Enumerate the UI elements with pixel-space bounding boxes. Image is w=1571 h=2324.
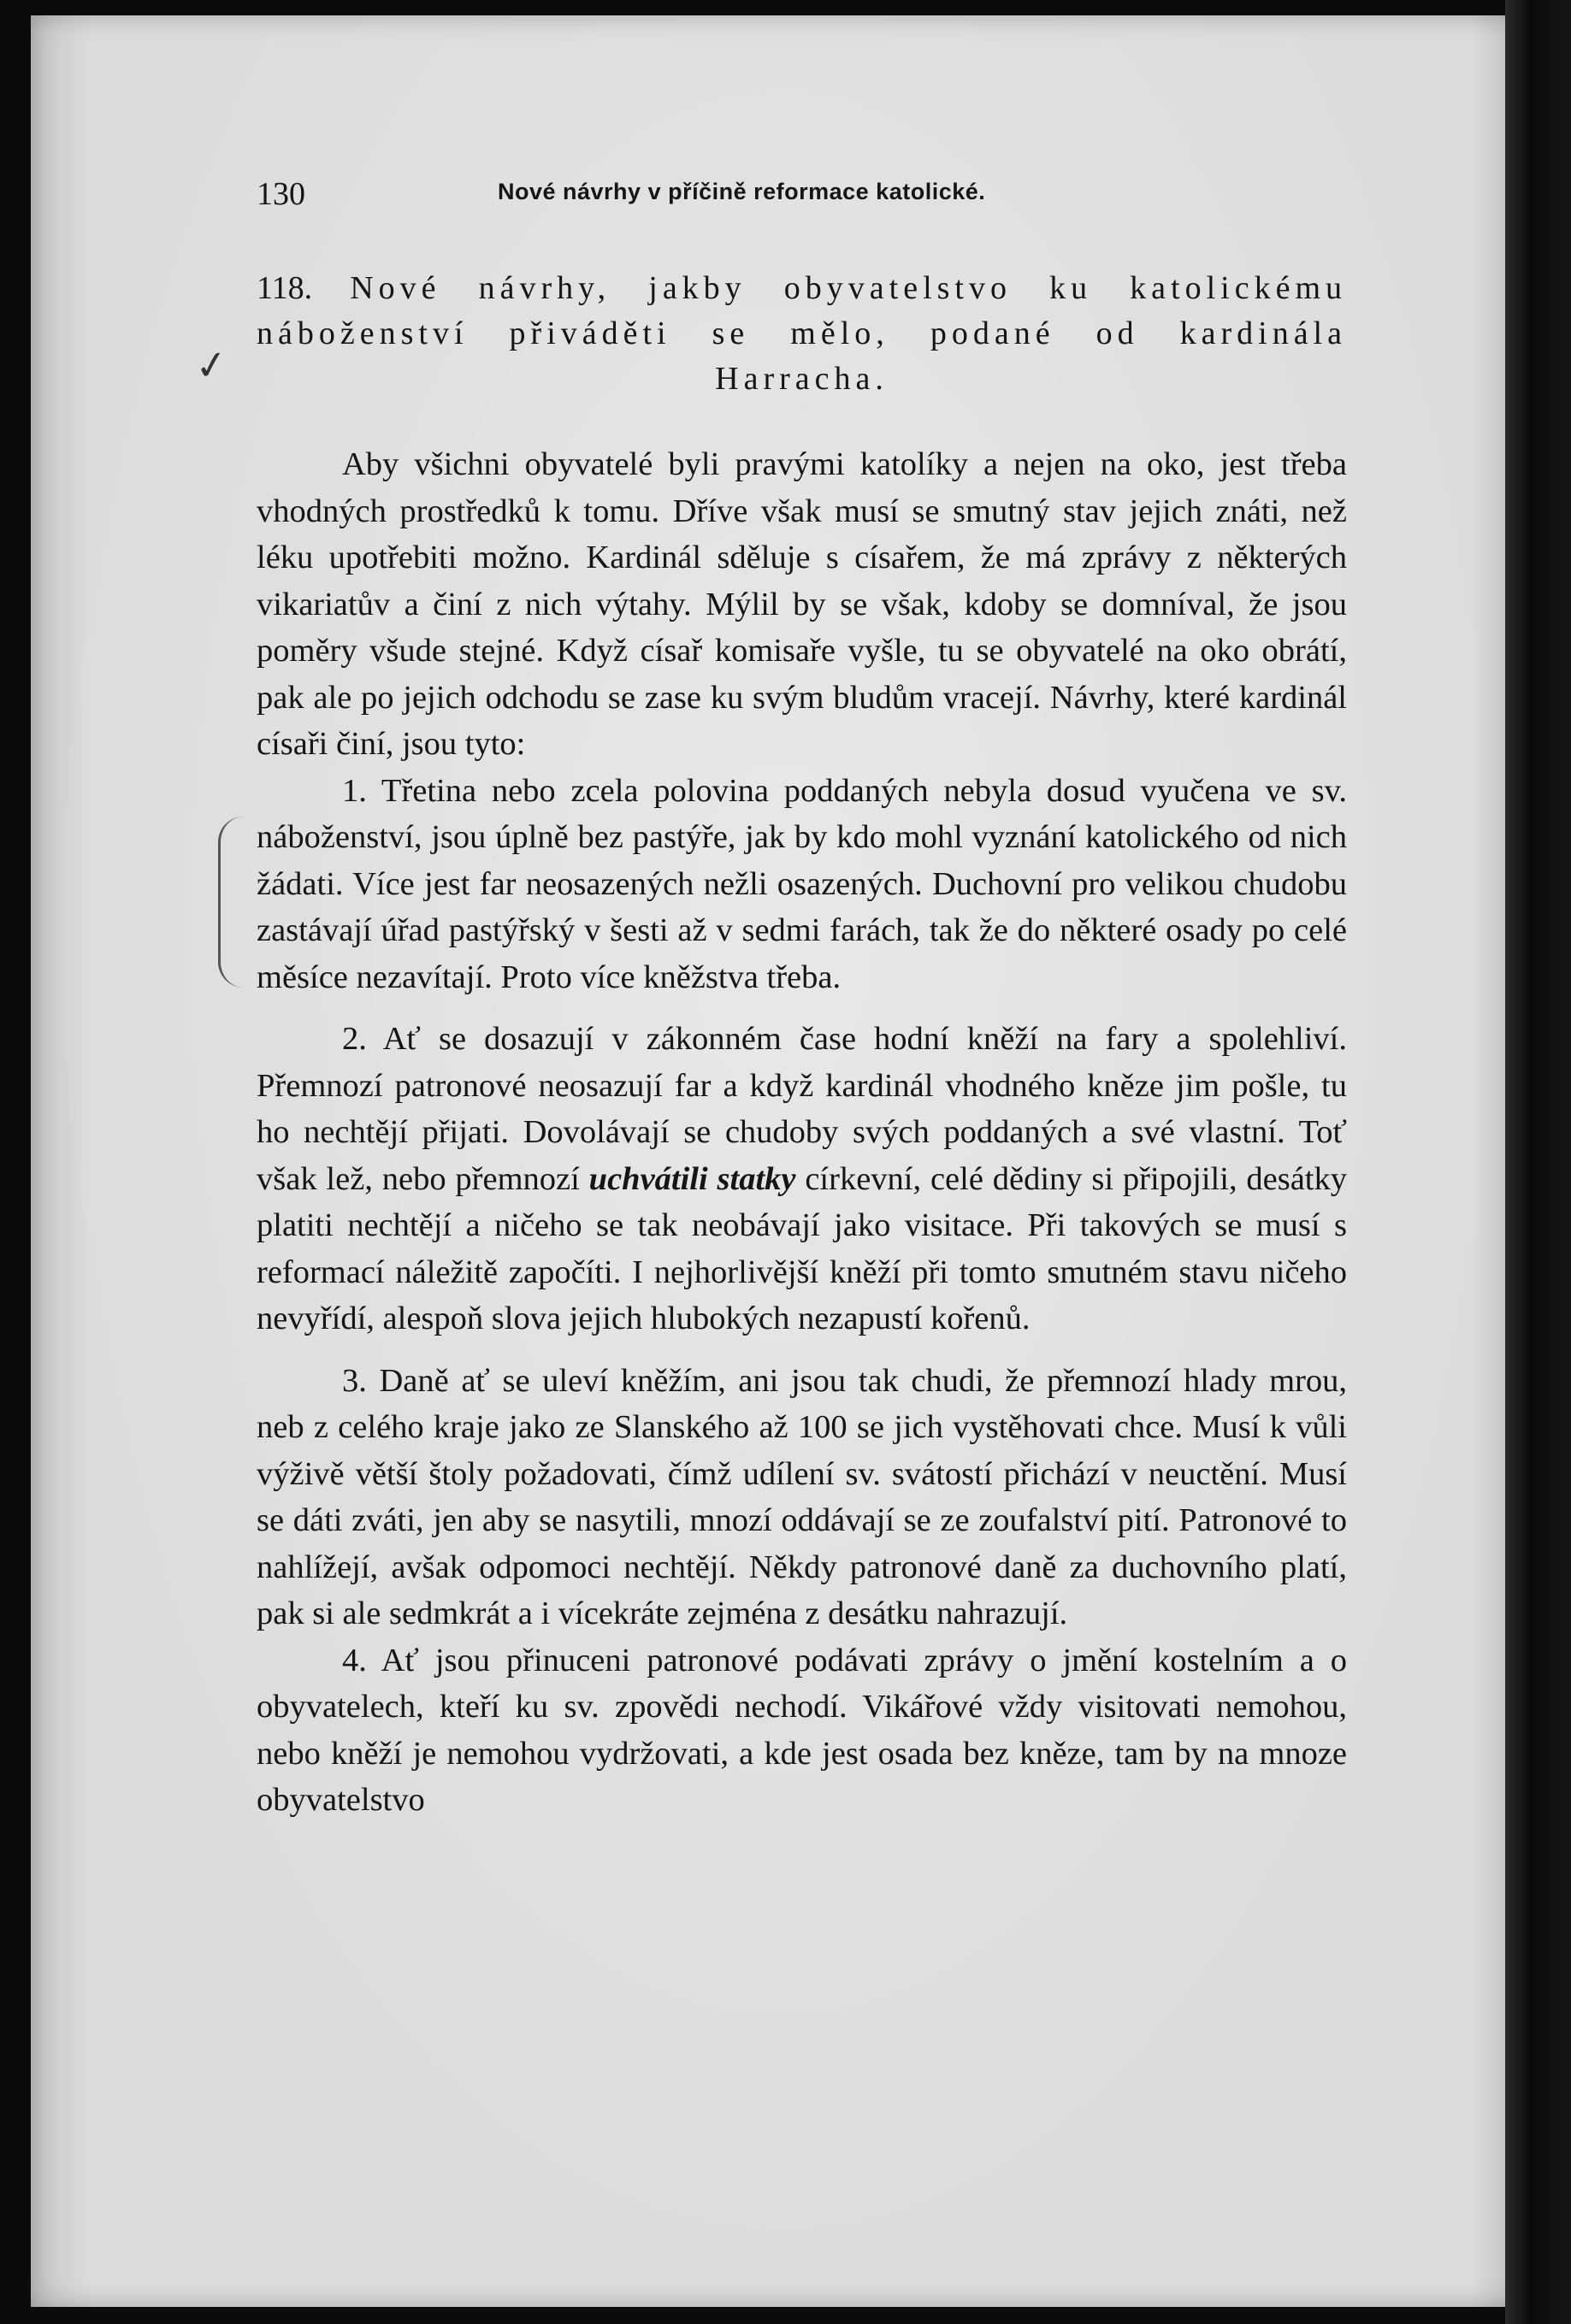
section-title: Nové návrhy, jakby obyvatelstvo ku katolickému náboženství přiváděti se mělo, podané od kardinála Harracha. — [257, 270, 1348, 397]
body-text — [257, 441, 1347, 1824]
section-number: 118. — [257, 270, 313, 306]
running-title: Nové návrhy v příčině reformace katolické. — [498, 179, 986, 204]
paragraph-item-1: 1. Třetina nebo zcela polovina poddaných nebyla dosud vyučena ve sv. náboženství, jsou úplně bez pastýře, jak by kdo mohl vyznání katolického od nich žádati. Více jest far neosazených nežli osazených. Duchovní pro velikou chudobu zastávají úřad pastýřský v šesti až v sedmi farách, tak že do některé osady po celé měsíce nezavítají. Proto více kněžstva třeba. — [257, 772, 1347, 995]
running-header — [257, 175, 1347, 227]
pencil-margin-bracket — [218, 817, 246, 988]
page-text-block — [257, 175, 1347, 1824]
paragraph-item-2 — [257, 1016, 1347, 1342]
item-2-text-a: 2. Ať se dosazují v zákonném čase hodní kněží na fary a spolehliví. Přemnozí patronové neosazují far a když kardinál vhodného kněze jim pošle, tu ho nechtějí přijati. Dovolávají se chudoby svých poddaných a své vlastní. Toť však lež, nebo přemnozí — [257, 1021, 1347, 1197]
paragraph-intro: Aby všichni obyvatelé byli pravými katolíky a nejen na oko, jest třeba vhodných prostředků k tomu. Dříve však musí se smutný stav jejich znáti, než léku upotřebiti možno. Kardinál sděluje s císařem, že má zprávy z některých vikariatův a činí z nich výtahy. Mýlil by se však, kdoby se domníval, že jsou poměry všude stejné. Když císař komisaře vyšle, tu se obyvatelé na oko obrátí, pak ale po jejich odchodu se zase ku svým bludům vracejí. Návrhy, které kardinál císaři činí, jsou tyto: — [257, 446, 1347, 762]
pencil-check-mark: ✓ — [192, 339, 232, 391]
page-edge-shadow — [1505, 0, 1571, 2324]
paragraph-item-3: 3. Daně ať se uleví kněžím, ani jsou tak chudi, že přemnozí hlady mrou, neb z celého kraje jako ze Slanského až 100 se jich vystěhovati chce. Musí k vůli výživě větší štoly požadovati, čímž udílení sv. svátostí přichází v neuctění. Musí se dáti zváti, jen aby se nasytili, mnozí oddávají se ze zoufalství pití. Patronové to nahlížejí, avšak odpomoci nechtějí. Někdy patronové daně za duchovního platí, pak si ale sedmkrát a i vícekráte zejména z desátku nahrazují. — [257, 1362, 1347, 1631]
item-2-emphasis: uchvátili statky — [588, 1160, 796, 1197]
item-2-text-b: církevní, celé dědiny si připojili, desátky platiti nechtějí a ničeho se tak neobávají jako visitace. Při takových se musí s reformací náležitě započíti. I nejhorlivější kněží při tomto smutném stavu ničeho nevyřídí, alespoň slova jejich hlubokých nezapustí kořenů. — [257, 1160, 1348, 1336]
paragraph-item-4: 4. Ať jsou přinuceni patronové podávati zprávy o jmění kostelním a o obyvatelech, kteří ku sv. zpovědi nechodí. Vikářové vždy visitovati nemohou, nebo kněží je nemohou vydržovati, a kde jest osada bez kněze, tam by na mnoze obyvatelstvo — [257, 1642, 1347, 1818]
page-number: 130 — [257, 176, 305, 212]
section-heading — [257, 266, 1347, 402]
